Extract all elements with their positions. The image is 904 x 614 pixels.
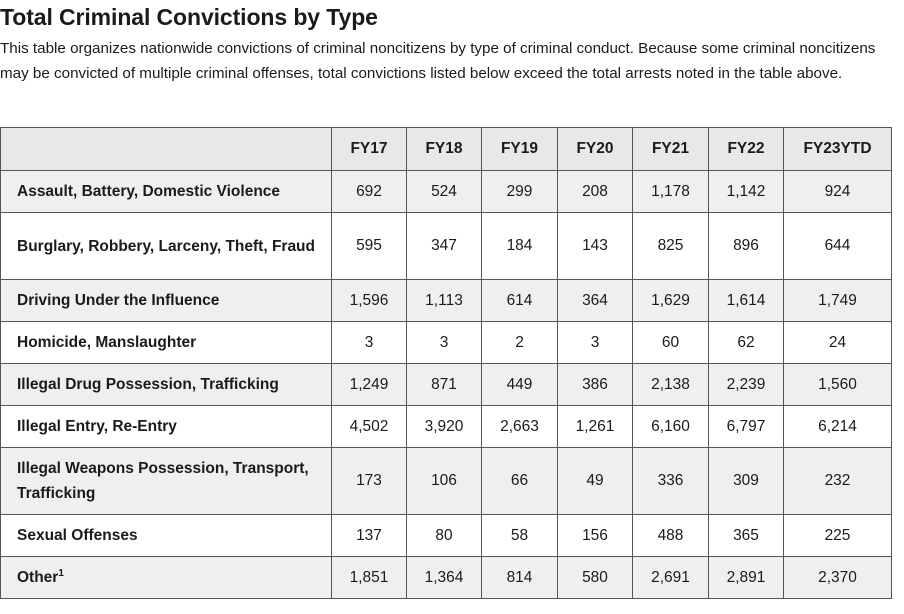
table-cell: 1,178	[633, 171, 709, 213]
table-cell: 62	[709, 322, 784, 364]
table-cell: 580	[558, 557, 633, 599]
table-cell: 1,142	[709, 171, 784, 213]
table-cell: 137	[332, 515, 407, 557]
row-label: Burglary, Robbery, Larceny, Theft, Fraud	[1, 213, 332, 280]
table-cell: 66	[482, 448, 558, 515]
table-cell: 3,920	[407, 406, 482, 448]
table-cell: 60	[633, 322, 709, 364]
table-cell: 1,614	[709, 280, 784, 322]
table-cell: 3	[558, 322, 633, 364]
table-cell: 2,891	[709, 557, 784, 599]
table-cell: 1,629	[633, 280, 709, 322]
table-cell: 595	[332, 213, 407, 280]
table-cell: 692	[332, 171, 407, 213]
table-cell: 814	[482, 557, 558, 599]
table-cell: 488	[633, 515, 709, 557]
table-cell: 2,138	[633, 364, 709, 406]
table-cell: 3	[332, 322, 407, 364]
table-cell: 924	[784, 171, 892, 213]
table-row	[1, 213, 892, 280]
column-header: FY22	[709, 128, 784, 171]
column-header: FY17	[332, 128, 407, 171]
table-cell: 208	[558, 171, 633, 213]
table-row	[1, 515, 892, 557]
table-cell: 1,596	[332, 280, 407, 322]
table-cell: 347	[407, 213, 482, 280]
table-cell: 6,797	[709, 406, 784, 448]
row-label-other	[1, 557, 332, 599]
row-label: Driving Under the Influence	[1, 280, 332, 322]
page-title: Total Criminal Convictions by Type	[0, 4, 378, 30]
row-label: Sexual Offenses	[1, 515, 332, 557]
table-cell: 364	[558, 280, 633, 322]
convictions-table	[0, 127, 892, 599]
table-cell: 80	[407, 515, 482, 557]
row-label: Illegal Entry, Re-Entry	[1, 406, 332, 448]
table-cell: 644	[784, 213, 892, 280]
table-cell: 1,113	[407, 280, 482, 322]
table-cell: 449	[482, 364, 558, 406]
table-cell: 2,691	[633, 557, 709, 599]
table-cell: 614	[482, 280, 558, 322]
row-label: Illegal Drug Possession, Trafficking	[1, 364, 332, 406]
table-cell: 4,502	[332, 406, 407, 448]
table-row	[1, 364, 892, 406]
table-cell: 3	[407, 322, 482, 364]
row-label: Assault, Battery, Domestic Violence	[1, 171, 332, 213]
table-cell: 1,749	[784, 280, 892, 322]
table-cell: 1,364	[407, 557, 482, 599]
table-cell: 2,370	[784, 557, 892, 599]
column-header: FY21	[633, 128, 709, 171]
table-cell: 156	[558, 515, 633, 557]
column-header: FY23YTD	[784, 128, 892, 171]
table-cell: 2	[482, 322, 558, 364]
table-cell: 49	[558, 448, 633, 515]
table-cell: 24	[784, 322, 892, 364]
row-label: Homicide, Manslaughter	[1, 322, 332, 364]
table-cell: 143	[558, 213, 633, 280]
table-cell: 6,160	[633, 406, 709, 448]
table-cell: 1,560	[784, 364, 892, 406]
table-cell: 386	[558, 364, 633, 406]
footnote-marker[interactable]: 1	[58, 567, 64, 579]
table-cell: 1,261	[558, 406, 633, 448]
header-corner-cell	[1, 128, 332, 171]
table-description: This table organizes nationwide convictions of criminal noncitizens by type of criminal conduct. Because some criminal noncitizens may be convicted of multiple criminal offenses, total convictions listed below exceed the total arrests noted in the table above.	[0, 40, 876, 82]
table-cell: 825	[633, 213, 709, 280]
table-row	[1, 406, 892, 448]
table-row	[1, 557, 892, 599]
column-header: FY20	[558, 128, 633, 171]
table-cell: 2,239	[709, 364, 784, 406]
table-cell: 336	[633, 448, 709, 515]
table-row	[1, 171, 892, 213]
table-cell: 1,851	[332, 557, 407, 599]
table-cell: 871	[407, 364, 482, 406]
table-row	[1, 322, 892, 364]
column-header: FY18	[407, 128, 482, 171]
table-cell: 6,214	[784, 406, 892, 448]
header-row	[1, 128, 892, 171]
table-cell: 309	[709, 448, 784, 515]
column-header: FY19	[482, 128, 558, 171]
table-cell: 58	[482, 515, 558, 557]
table-cell: 2,663	[482, 406, 558, 448]
table-cell: 524	[407, 171, 482, 213]
table-cell: 896	[709, 213, 784, 280]
row-label: Illegal Weapons Possession, Transport, Trafficking	[1, 448, 332, 515]
table-cell: 1,249	[332, 364, 407, 406]
table-cell: 106	[407, 448, 482, 515]
table-cell: 225	[784, 515, 892, 557]
table-row	[1, 448, 892, 515]
table-cell: 299	[482, 171, 558, 213]
table-cell: 232	[784, 448, 892, 515]
table-cell: 173	[332, 448, 407, 515]
table-row	[1, 280, 892, 322]
table-cell: 365	[709, 515, 784, 557]
table-cell: 184	[482, 213, 558, 280]
row-label-text: Other	[17, 569, 59, 586]
